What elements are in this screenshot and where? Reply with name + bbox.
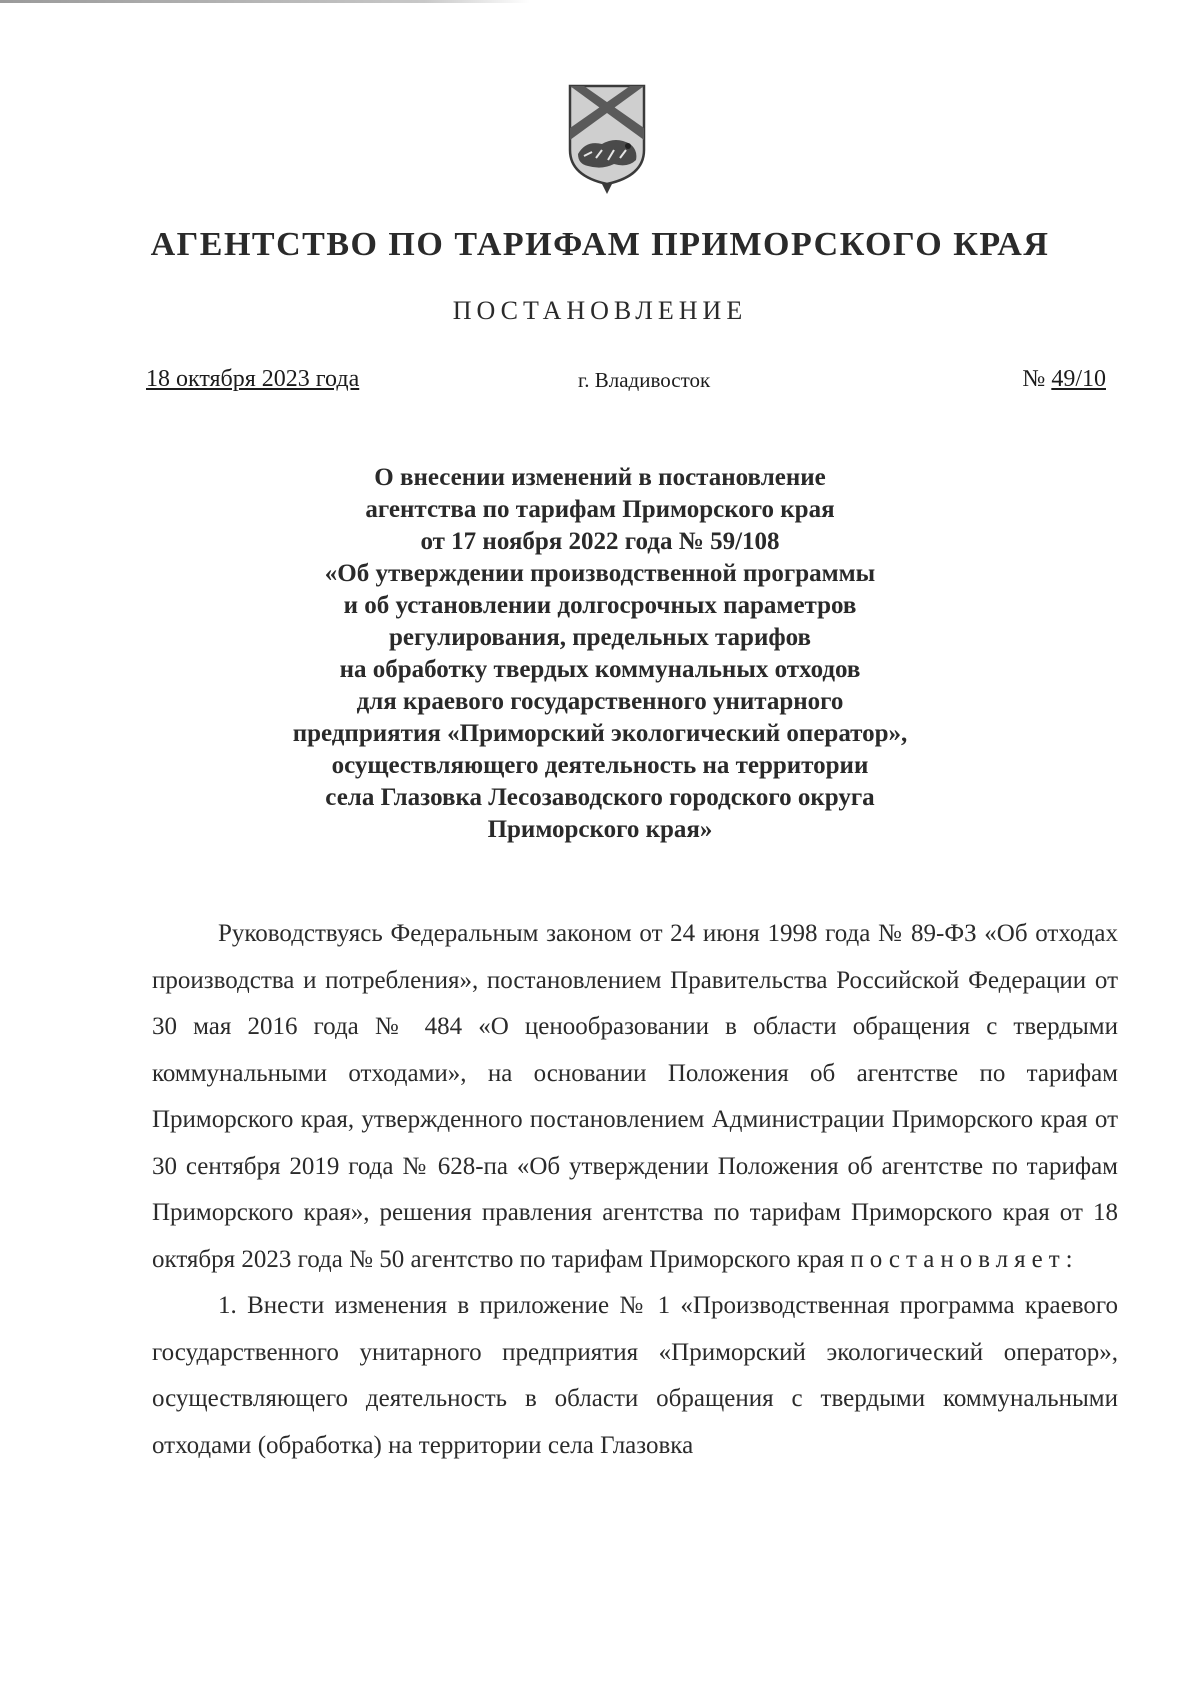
- preamble-text: Руководствуясь Федеральным законом от 24 июня 1998 года № 89-ФЗ «Об отходах производства и потребления», постановлением Правительства Российской Федерации от 30 мая 2016 года № 484 «О ценообразовании в области обращения с твердыми коммунальными отходами», на основании Положения об агентстве по тарифам Приморского края, утвержденного постановлением Администрации Приморского края от 30 сентября 2019 года № 628-па «Об утверждении Положения об агентстве по тарифам Приморского края», решения правления агентства по тарифам Приморского края от 18 октября 2023 года № 50 агентство по тарифам Приморского края: [152, 920, 1118, 1273]
- scan-edge: [0, 0, 530, 3]
- number-sign: №: [1022, 366, 1046, 392]
- document-date: 18 октября 2023 года: [146, 366, 360, 392]
- document-number-wrap: [1022, 366, 1106, 393]
- title-line: агентства по тарифам Приморского края: [365, 496, 835, 523]
- preamble-paragraph: [152, 911, 1118, 1283]
- title-line: О внесении изменений в постановление: [374, 464, 826, 491]
- document-meta: [0, 366, 1200, 400]
- document-title: [0, 462, 1200, 846]
- title-line: села Глазовка Лесозаводского городского округа: [325, 784, 875, 811]
- title-line: и об установлении долгосрочных параметров: [343, 592, 857, 619]
- document-type: ПОСТАНОВЛЕНИЕ: [452, 296, 748, 325]
- title-line: регулирования, предельных тарифов: [388, 624, 812, 651]
- resolves-word: постановляет:: [850, 1245, 1079, 1273]
- document-body: [152, 911, 1118, 1469]
- title-line: для краевого государственного унитарного: [356, 688, 844, 715]
- title-line: предприятия «Приморский экологический оператор»,: [292, 720, 908, 747]
- title-line: от 17 ноября 2022 года № 59/108: [420, 528, 780, 555]
- item-1-paragraph: 1. Внести изменения в приложение № 1 «Производственная программа краевого государственного унитарного предприятия «Приморский экологический оператор», осуществляющего деятельность в области обращения с твердыми коммунальными отходами (обработка) на территории села Глазовка: [152, 1292, 1118, 1459]
- agency-name: АГЕНТСТВО ПО ТАРИФАМ ПРИМОРСКОГО КРАЯ: [150, 226, 1050, 263]
- title-line: осуществляющего деятельность на территории: [331, 752, 869, 779]
- title-line: на обработку твердых коммунальных отходов: [339, 656, 861, 683]
- document-city: г. Владивосток: [578, 368, 711, 392]
- document-number: 49/10: [1051, 366, 1106, 392]
- title-line: «Об утверждении производственной программы: [324, 560, 876, 587]
- title-line: Приморского края»: [487, 816, 713, 843]
- coat-of-arms-icon: [568, 84, 646, 196]
